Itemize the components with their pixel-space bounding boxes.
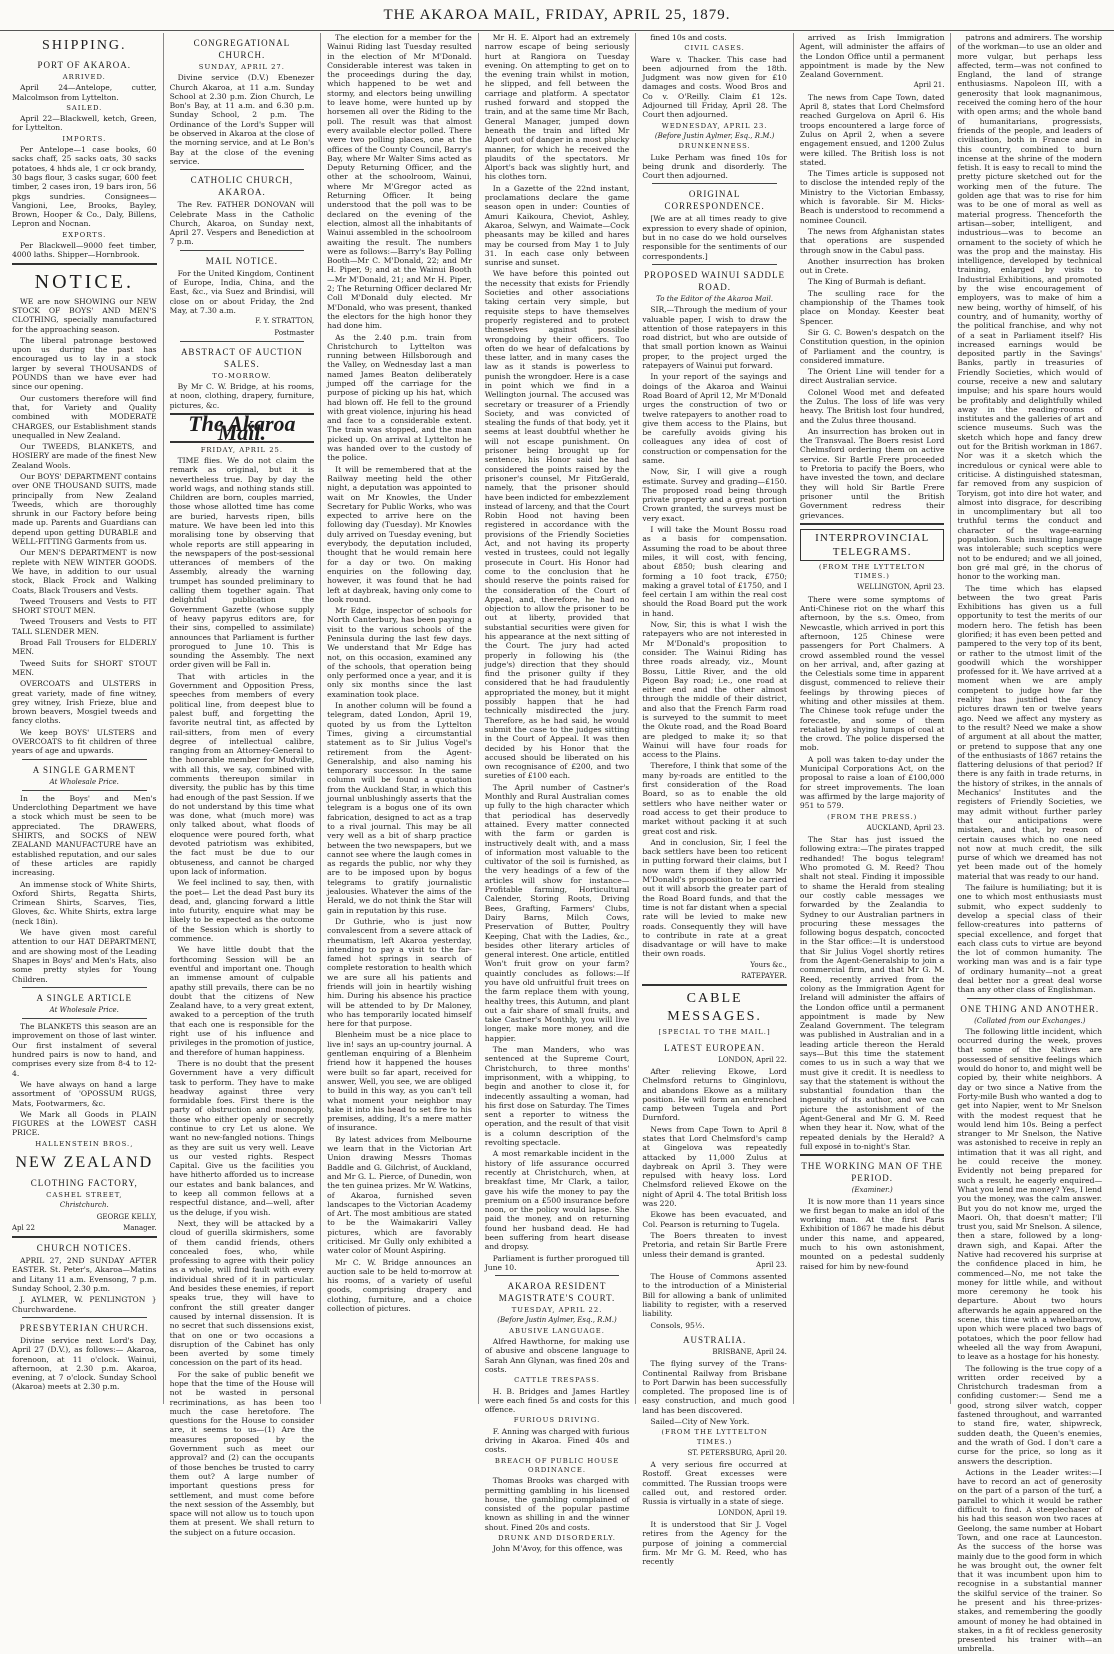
letter-para: I will take the Mount Bossu road as a basis for compensation. Assuming the road to be about three miles, it will cost, with fencing, about £850; bush clearing and forming a 10 foot track, £750; making a gravel total of £1750, and I feel certain I am within the real cost should the Road Board put the work in hand. xyxy=(642,525,787,618)
dateline: April 21. xyxy=(913,81,945,90)
source-note: (FROM THE LYTTELTON TIMES.) xyxy=(818,562,926,581)
article-para: patrons and admirers. The worship of the workman—to use an older and more vulgar, but perhaps less affected, term—was not confined to England, the land of strange enthusiasms. Napoleon III, with a generosity that look magnanimous, received the coming hero of the hour with open arms; and the whole band of humanitarians, progressists, friends of the people, and leaders of civilisation, both in France and in this country, combined to burn incense at the shrine of the modern fetish. It is easy to recall to mind the pretty picture sketched out for the working men of the future. The golden age that was to rise for him was to be one of moral as well as material progress. Thenceforth the artisan—sober, intelligent, and industrious—was to become an ornament to the society of which he was the prop and the mainstay. His intelligence, developed by technical training, enlarged by visits to Industrial Exhibitions, and promoted by the wise encouragement of employers, was to make of him a new being, worthy of himself, of his country, and of humanity, worthy of the political franchise, and why not of a seat in Parliament itself? His increased earnings would be deposited partly in the Savings' Banks, partly in treasuries of Friendly Societies, which would of course, receive a new and salutary impulse; and his spare hours would be profitably and delightfully whiled away in the reading-rooms of institutes and the galleries of art and science museums. Such was the sketch which hope and fancy drew out for the British workman in 1867. Nor was it a sketch which the incredulous or cynical were able to criticise. A distinguished statesman, far removed from any suspicion of Toryism, got into dire hot water, and almost into disgrace, for describing in uncomplimentary but all too truthful terms the conduct and character of the wage-earning population. Such insulting language was intolerable; such sceptics were not to be endured; and we all joined, bon gré mal gré, in the chorus of honor to the working man. xyxy=(957,33,1103,582)
source-note: (FROM THE PRESS.) xyxy=(827,812,918,821)
court-bench: (Before Justin Aylmer, Esq., R.M.) xyxy=(497,1316,617,1325)
notice-para: Tweed Suits for SHORT STOUT MEN. xyxy=(12,658,157,677)
cable-para: arrived as Irish Immigration Agent, will administer the affairs of the London Office until a permanent appointment is made by the New Zealand Government. xyxy=(799,33,945,80)
editorial-para: That with articles in the Government and Opposition Press, speeches from members of every political line, from deepest blue to palest buff, and forgetting the favorite neutral tint, as affected by rail-sitters, from men of every degree of intellectual calibre, ranging from an Attorney-General to the honorable member for Mudville, with all this, we say, combined with comments thereupon similar in diversity, the public has by this time had enough of the past Session. If we do not understand by this time what was done, what (much more) was only talked about, what floods of eloquence were poured forth, what devoted patriotism was exhibited, the fact must be due to our obtuseness, and cannot be charged upon lack of information. xyxy=(169,671,315,876)
latest-european-heading: LATEST EUROPEAN. xyxy=(664,1042,766,1053)
cable-para: The flying survey of the Trans-Continental Railway from Brisbane to Port Darwin has been successfully completed. The proposed line is of easy construction, and much good land has been discovered. xyxy=(642,1359,787,1415)
underclothing-para: We have given most careful attention to our HAT DEPARTMENT, and are showing most of the Leading Shapes in Boys' and Men's Hats, also some pretty styles for Young Children. xyxy=(12,928,157,984)
cable-para: Ekowe has been evacuated, and Col. Pearson is returning to Tugela. xyxy=(642,1210,787,1229)
arrived-heading: ARRIVED. xyxy=(62,73,106,81)
news-para: By latest advices from Melbourne we learn that in the Victorian Art Union drawing Messrs Thomas Baddle and G. Gilchrist, of Auckland, and Mr G. L. Pierce, of Dunedin, won the ten guinea prizes. Mr W. Watkins, of Akaroa, furnished seven landscapes to the Victorian Academy of Art. The most ambitious are stated to be the Waimakariri Valley pictures, which are favorably criticised. Mr Gully only exhibited a water color of Mount Aspiring. xyxy=(327,1134,472,1256)
cable-para: A very serious fire occurred at Rostoff. Great excesses were committed. The Russian troops were called out, and restored order. Russia is virtually in a state of siege. xyxy=(642,1460,787,1507)
notice-para: Our BOYS' DEPARTMENT contains over ONE THOUSAND SUITS, made principally from New Zealand Tweeds, which are thoroughly shrunk in our Factory before being made up. Parents and Guardians can depend upon getting DURABLE and WELL-FITTING Garments from us. xyxy=(12,471,157,547)
exports-heading: EXPORTS. xyxy=(62,230,107,239)
single-article-heading: A SINGLE ARTICLE xyxy=(36,992,133,1003)
ad-date: Apl 22 xyxy=(12,1223,35,1232)
court-date: WEDNESDAY, APRIL 23. xyxy=(661,121,768,130)
interprovincial-heading: INTERPROVINCIAL TELEGRAMS. xyxy=(800,529,945,561)
column-6 xyxy=(794,33,952,1404)
court-heading: AKAROA RESIDENT MAGISTRATE'S COURT. xyxy=(498,1281,616,1304)
divider xyxy=(800,523,945,525)
firm-name: HALLENSTEIN BROS., xyxy=(35,1139,134,1148)
postmaster-title: Postmaster xyxy=(274,328,315,337)
cable-para: The sculling race for the championship of the Thames took place on Monday. Keester beat Spencer. xyxy=(799,288,945,326)
divider xyxy=(22,987,147,988)
court-case-para: fined 10s and costs. xyxy=(650,33,727,42)
cable-para: Sir G. C. Bowen's despatch on the Constitution question, in the opinion of Parliament and the country, is considered immature. xyxy=(799,327,945,365)
news-para: We have before this pointed out the necessity that exists for Friendly Societies and other associations taking certain very simple, but requisite steps to have themselves properly registered and to protect themselves against possible wrongdoing by their officers. Too often do we hear of defalcations by these latter, and in many cases the law as it stands is powerless to punish the wrongdoer. Here is a case in point which we find in a Wellington journal. The accused was secretary or treasurer of a Friendly Society, and was convicted of stealing the funds of that body, yet it seems at least doubtful whether he will not escape punishment. On prisoner being brought up for sentence, his Honor said he had considered the points raised by the prisoner's counsel, Mr FitzGerald, namely, that the prisoner should have been indicted for embezzlement instead of larceny, and that the Court Robin Hood not having been registered in accordance with the provisions of the Friendly Societies Act, and not having its property vested in trustees, could not legally prosecute in Court. His Honor had come to the conclusion that he should reserve the points raised for the consideration of the Court of Appeal, and, therefore, he had no objection to allow the prisoner to be out at liberty, provided that substantial securities were given for his appearance at the next sitting of the Court. The jury had acted properly in following his (the judge's) direction that they should find the prisoner guilty if they considered that he had fraudulently appropriated the money, but it might possibly happen that he had technically misdirected the jury. Therefore, as he had said, he would submit the case to the judges sitting in the Court of Appeal. It was then decided by his Honor that the accused should be liberated on his own recognisance of £200, and two sureties of £100 each. xyxy=(484,269,630,781)
telegram-para: There were some symptoms of Anti-Chinese riot on the wharf this afternoon, by the s.s. Omeo, from Newcastle, which arrived in port this afternoon, 125 Chinese were passengers for Port Chalmers. A crowd assembled round the vessel on her arrival, and, after gazing at the Celestials some time in apparent disgust, commenced to relieve their feelings by throwing pieces of whiting and other missiles at them. The Chinese took refuge under the forecastle, and some of them retaliated by shying lumps of coal at the crowd. The police dispersed the mob. xyxy=(799,594,945,753)
cable-para: The news from Afghanistan states that operations are suspended through snow in the Cabul pass. xyxy=(799,226,945,255)
letter-para: And in conclusion, Sir, I feel the back settlers have been too reticent in putting forward their claims, but I now warn them if they allow Mr M'Donald's proposition to be carried out it will absorb the greater part of the Road Board funds, and that the time is not far distant when a special rate will be levied to make new roads. Consequently they will have to contribute in rate at a great disadvantage or will have to make their own roads. xyxy=(642,837,787,959)
correspondence-heading: ORIGINAL CORRESPONDENCE. xyxy=(664,189,765,212)
editorial-date: FRIDAY, APRIL 25. xyxy=(200,445,284,454)
columns xyxy=(6,33,1108,1654)
single-garment-subheading: At Wholesale Price. xyxy=(49,777,119,786)
letter-para: In your report of the sayings and doings of the Akaroa and Wainui Road Board of April 12, Mr M'Donald urges the construction of two or twelve ratepayers to another road to give them access to the Plains, but be carefully avoids giving his colleagues any idea of cost of construction or compensation for the same. xyxy=(642,372,787,465)
letter-para: Therefore, I think that some of the many by-roads are entitled to the first consideration of the Road Board, so as to enable the old settlers who have neither water or road access to get their produce to market without packing it at such great cost and risk. xyxy=(642,761,787,836)
news-para: Mr C. W. Bridge announces an auction sale to be held to-morrow at his rooms, of a variety of useful goods, comprising drapery and clothing, furniture, and a choice collection of pictures. xyxy=(327,1257,472,1314)
column-5 xyxy=(636,33,794,1567)
australia-heading: AUSTRALIA. xyxy=(682,1334,747,1345)
court-case-heading: FURIOUS DRIVING. xyxy=(513,1416,601,1425)
congregational-heading: CONGREGATIONAL CHURCH. xyxy=(193,38,291,60)
cable-para: Another insurrection has broken out in Crete. xyxy=(799,256,945,276)
news-para: Mr Edge, inspector of schools for North Canterbury, has been paying a visit to the various schools of the Peninsula during the last few days. We understand that Mr Edge has not, on this occasion, examined any of the schools, that operation being only performed once a year, and it is only six months since the last examination took place. xyxy=(327,606,472,699)
article-para: It is now more than 11 years since we first began to make an idol of the working man. At the first Paris Exhibition of 1867 he made his début under this name, and appeared, much to his own astonishment, mounted on a pedestal suddenly raised for him by new-found xyxy=(799,1196,945,1271)
church-notices-heading: CHURCH NOTICES. xyxy=(36,1243,132,1254)
cable-para: It is understood that Sir J. Vogel retires from the Agency for the purpose of joining a commercial firm. Mr Mr G. M. Reed, who has recently xyxy=(642,1519,787,1567)
cable-para: The House of Commons assented to the introduction of a Ministerial Bill for allowing a bank of unlimited liability to register, with a reserved liability. xyxy=(642,1272,787,1319)
divider xyxy=(12,1236,157,1238)
dateline: LONDON, April 22. xyxy=(718,1055,787,1064)
court-case-heading: ABUSIVE LANGUAGE. xyxy=(509,1326,605,1335)
divider xyxy=(180,250,305,251)
congregational-para: Divine service (D.V.) Ebenezer Church Akaroa, at 11 a.m. Sunday School at 2.30 p.m. Zion Church, Le Bon's Bay, at 11 a.m. and 6.30 p.m. Sunday School, 2 p.m. The Ordinance of the Lord's Supper will be observed in Akaroa at the close of the morning service, and at Le Bon's Bay at the close of the evening service. xyxy=(169,73,315,166)
cable-para: After relieving Ekowe, Lord Chelmsford returns to Ginginlovu, and abandons Ekowe as a military position. He will form an entrenched camp between Tugela and Port Durnford. xyxy=(642,1066,787,1123)
masthead xyxy=(0,0,1114,31)
divider xyxy=(22,1018,147,1019)
dateline: BRISBANE, April 24. xyxy=(712,1347,787,1356)
news-para: Mr H. E. Alport had an extremely narrow escape of being seriously hurt at Rangiora on Tuesday evening. On attempting to get on to the evening train whilst in motion, he slipped, and fell between the carriage and platform. A spectator rushed forward and stopped the train, and at the same time Mr Bach, General Manager, jumped down beneath the train and lifted Mr Alport out of danger in a most plucky manner, for which he received the plaudits of the spectators. Mr Alport's back was slightly hurt, and his clothes torn. xyxy=(484,33,630,182)
one-thing-source: (Collated from our Exchanges.) xyxy=(974,1016,1086,1025)
shipping-heading: SHIPPING. xyxy=(42,38,127,53)
divider xyxy=(12,263,157,265)
underclothing-para: In the Boys' and Men's Underclothing Department we have a stock which must be seen to be appreciated. The DRAWERS, SHIRTS, and SOCKS of NEW ZEALAND MANUFACTURE have an established reputation, and our sales of these articles are rapidly increasing. xyxy=(12,793,157,878)
notice-para: Tweed Trousers and Vests to FIT TALL SLENDER MEN. xyxy=(12,617,157,636)
imports-item: Per Antelope—1 case books, 60 sacks chaff, 25 sacks oats, 30 sacks potatoes, 4 hhds ale, 1 cr ock brandy, 30 bags flour, 3 casks sugar, 600 feet timber, 2 cases iron, 19 bars iron, 56 pkgs sundries. Consignees—Vangioni, Lee, Brooks, Bayley, Brown, Hooper & Co., Daly, Billens, Lepron and Nocnan. xyxy=(12,145,157,229)
blankets-para: We have always on hand a large assortment of 'OPOSSUM RUGS, Mats, Footwarmers, &c. xyxy=(12,1079,157,1108)
divider xyxy=(22,759,147,760)
news-para: Dr Guthrie, who is just now convalescent from a severe attack of rheumatism, left Akaroa yesterday, intending to pay a visit to the far-famed hot springs in search of complete restoration to health which we are sure all his patients and friends will join in heartily wishing him. During his absence his practice will be attended to by Dr Maloney, who has temporarily located himself here for that purpose. xyxy=(327,916,472,1029)
congregational-date: SUNDAY, APRIL 27. xyxy=(198,63,285,71)
editorial-para: We feel inclined to say, then, with the poet— Let the dead Past bury its dead, and, glancing forward a little into futurity, enquire what may be likely to be expected as the outcome of the Session which is shortly to commence. xyxy=(169,878,315,944)
dateline: WELLINGTON, April 23. xyxy=(857,583,945,592)
court-case-para: F. Anning was charged with furious driving in Akaroa. Fined 40s and costs. xyxy=(484,1426,630,1455)
court-date: TUESDAY, APRIL 22. xyxy=(511,1306,603,1315)
arrived-item: April 24—Antelope, cutter, Malcolmson from Lyttelton. xyxy=(12,83,157,102)
court-case-heading: DRUNKENNESS. xyxy=(678,142,751,151)
divider xyxy=(22,1317,147,1318)
sailed-heading: SAILED. xyxy=(66,103,103,112)
divider xyxy=(180,169,305,170)
street-name: CASHEL STREET, xyxy=(46,1190,123,1199)
church-para: APRIL 27, 2ND SUNDAY AFTER EASTER. St. Peter's, Akaroa—Matins and Litany 11 a.m. Evensong, 7 p.m. Sunday School, 2.30 p.m. xyxy=(12,1256,157,1294)
column-7 xyxy=(951,33,1108,1654)
auction-heading: ABSTRACT OF AUCTION SALES. xyxy=(180,346,303,369)
news-para: The man Manders, who was sentenced at the Supreme Court, Christchurch, to three months' imprisonment, with a whipping, to begin and another to close it, for indecently assaulting a woman, had his first dose on Saturday. The Times sent a reporter to witness the operation, and the result of that visit is a column description of the revolting spectacle. xyxy=(484,1045,630,1148)
letter-para: SIR,—Through the medium of your valuable paper, I wish to draw the attention of those ratepayers in this road district, but who are outside of that small portion known as Wainui proper, to the project urged the ratepayers of Wainui put forward. xyxy=(642,305,787,371)
notice-heading: NOTICE. xyxy=(34,270,134,293)
underclothing-para: An immense stock of White Shirts, Oxford Shirts, Regatta Shirts, Crimean Shirts, Scarves, Ties, Gloves, &c. White Shirts, extra large (neck 18in). xyxy=(12,879,157,926)
article-para: The failure is humiliating; but it is one to which most enthusiasts must submit, who expect suddenly to develop a special class of their fellow-creatures into patterns of special excellence, and forget that each class cuts to virtue are beyond the lot of common humanity. The working man was and is a fair type of ordinary humanity—not a great deal better nor a great deal worse than any other class of Englishman. xyxy=(957,883,1103,995)
cable-para: The news from Cape Town, dated April 8, states that Lord Chelmsford reached Gurgelova on April 6. His troops encountered a large force of Zulus on April 2, when a severe engagement ensued, and 1200 Zulus were killed. The British loss is not stated. xyxy=(799,92,945,167)
dateline: AUCKLAND, April 23. xyxy=(866,823,945,832)
cable-para: Sailed—City of New York. xyxy=(650,1417,750,1426)
dateline: LONDON, April 19. xyxy=(718,1508,787,1517)
working-man-source: (Examiner.) xyxy=(851,1186,893,1195)
divider xyxy=(652,183,777,184)
column-4 xyxy=(479,33,637,1554)
divider xyxy=(642,984,787,986)
cable-para: The Orient Line will tender for a direct Australian service. xyxy=(799,367,945,386)
news-para: In another column will be found a telegram, dated London, April 19, quoted by us from the Lyttelton Times, giving a circumstantial statement as to Sir Julius Vogel's retirement from the Agent-Generalship, and also naming his temporary successor. In the same column will be found a quotation from the Auckland Star, in which this journal unblushingly asserts that the telegram is a bogus one of its own fabrication, designed to act as a trap to a rival journal. This may be all very well as a bit of sharp practice between the two newspapers, but we cannot see where the laugh comes in as regards the public, nor why they are to be imposed upon by bogus telegrams to gratify journalistic jealousies. Whatever the aims of the Herald, we do not think the Star will gain in reputation by this ruse. xyxy=(327,701,472,915)
cable-para: The Boers threaten to invest Pretoria, and retain Sir Bartle Frere unless their demand is granted. xyxy=(642,1230,787,1259)
news-para: The election for a member for the Wainui Riding last Tuesday resulted in the election of Mr M'Donald. Considerable interest was taken in the proceedings during the day, which happened to be wet and stormy, and electors being unwilling to leave home, were hunted up by horsemen all over the Riding to the poll. The result was that almost every available elector polled. There were two polling places, one at the offices of the County Council, Barry's Bay, where Mr Walter Sims acted as Deputy Returning Officer, and the other at the schoolroom, Wainui, where Mr M'Gregor acted as Returning Officer. It being understood that the poll was to be declared on the evening of the election, almost all the inhabitants of Wainui assembled in the schoolroom awaiting the result. The numbers were as follows:—Barry's Bay Polling Booth—Mr C. M'Donald, 22; and Mr H. Piper, 9; and at the Wainui Booth—Mr M'Donald, 21; and Mr H. Piper, 2; The Returning Officer declared Mr Coll M'Donald duly elected. Mr M'Donald, who was present, thanked the electors for the high honor they had done him. xyxy=(327,33,472,331)
cable-para: News from Cape Town to April 8 states that Lord Chelmsford's camp at Gingelova was repeatedly attacked by 11,000 Zulus at daybreak on April 3. They were repulsed with heavy loss. Lord Chelmsford relieved Ekowe on the night of April 4. The total British loss was 220. xyxy=(642,1124,787,1209)
one-thing-heading: ONE THING AND ANOTHER. xyxy=(960,1003,1100,1014)
manager-name: GEORGE KELLY, xyxy=(96,1212,157,1221)
divider xyxy=(180,341,305,342)
ad-footer xyxy=(12,1224,157,1233)
source-note: (FROM THE LYTTELTON TIMES.) xyxy=(661,1428,768,1446)
mail-notice-para: For the United Kingdom, Continent of Europe, India, China, and the East, &c., via Suez and Brindisi, will close on or about Friday, the 2nd May, at 7.30 a.m. xyxy=(169,268,315,315)
court-case-para: Thomas Brooks was charged with permitting gambling in his licensed house, the gambling complained of consisted of the popular pastime known as shilling in and the winner shout. Fined 20s and costs. xyxy=(484,1476,630,1532)
cable-special: [SPECIAL TO THE MAIL.] xyxy=(658,1028,771,1037)
news-para: In a Gazette of the 22nd instant, proclamations declare the game season open in under: Counties of Amuri Kaikoura, Cheviot, Ashley, Akaroa, Selwyn, and Waimate—Cock pheasants may be killed and hares may be coursed from May 1 to July 31. In each case only between sunrise and sunset. xyxy=(484,183,630,268)
court-case-para: H. B. Bridges and James Hartley were each fined 5s and costs for this offence. xyxy=(484,1386,630,1415)
court-case-para: Ware v. Thacker. This case had been adjourned from the 18th. Judgment was now given for £10 damages and costs. Wood Bros and Co v. O'Reilly. Claim £1 12s. Adjourned till Friday, April 28. The Court then adjourned. xyxy=(642,54,787,120)
mail-notice-heading: MAIL NOTICE. xyxy=(205,255,278,266)
item-para: Actions in the Leader writes:—I have to record an act of generosity on the part of a parson of the turf, a parallel to which it would be rather difficult to find. A steeplechaser of his had this season won two races at Geelong, the same number at Hobart Town, and one race at Launceston. As the success of the horse was mainly due to the good form in which he was brought out, the owner felt that it was incumbent upon him to recognise in a substantial manner the skilful service of the trainer. So he present and his three-prizes-stakes, and remembering the goodly amount of money he had obtained in stakes, in a fit of reckless generosity presented his trainer with—an umbrella. xyxy=(957,1467,1103,1654)
cable-para: Colonel Wood met and defeated the Zulus. The loss of life was very heavy. The British lost four hundred, and the Zulus three thousand. xyxy=(799,387,945,425)
divider xyxy=(22,790,147,791)
column-3 xyxy=(321,33,479,1404)
single-article-subheading: At Wholesale Price. xyxy=(49,1005,119,1014)
news-para: It will be remembered that at the Railway meeting held the other night, a deputation was appointed to wait on Mr Knowles, the Under Secretary for Public Works, who was expected to arrive here on the following day (Tuesday). Mr Knowles duly arrived on Tuesday evening, but everybody, the deputation included, thought that he would remain here for a day or two. On making enquiries on the following day, however, it was found that he had left at daybreak, having only come to look round. xyxy=(327,464,472,604)
notice-para: OVERCOATS and ULSTERS in great variety, made of fine witney, grey witney, Irish Frieze, blue and brown beavers, Mosgiel tweeds and fancy cloths. xyxy=(12,679,157,726)
nz-heading: NEW ZEALAND xyxy=(15,1153,154,1171)
item-para: The following is the true copy of a written order received by a Christchurch tradesman from a confiding customer:— Send me a good, strong silver watch, copper fastened throughout, and warranted to stand fire, water, shipwreck, sudden death, the Queen's enemies, and the wrath of God. I don't care a curse for the price, so long as it answers the description. xyxy=(957,1363,1103,1466)
telegram-para: The Star has just issued the following extra:—The pirates trapped redhanded! The bogus telegram! Who promoted G. M. Reed? Thou shalt not steal. Finding it impossible to shame the Herald from stealing our costly cable messages we forwarded by the Zealandia to Sydney to our Australian partners in procuring these messages the following bogus despatch, concocted in the Star office:—It is understood that Sir Julius Vogel shortly retires from the Agent-Generalship to join a commercial firm, and that Mr G. M. Reed, recently arrived from the colony as the Immigration Agent for Ireland will administer the affairs of the London office until a permanent appointment is made by New Zealand Government. The telegram was published in Australian and in a leading article thereon the Herald says—But this time the statement comes to us in such a way that we must give it credit. It is needless to say that the statement is without the substantial foundation than the ingenuity of its author, and we can picture the astonishment of the Agent-General and Mr G. M. Reed when they hear it. Now, what of the repeated denials by the Herald? A full exposé in to-night's Star. xyxy=(799,835,945,1151)
letter-heading: PROPOSED WAINUI SADDLE ROAD. xyxy=(644,269,786,292)
imports-heading: IMPORTS. xyxy=(62,134,107,143)
telegram-para: A poll was taken to-day under the Municipal Corporations Act, on the proposal to raise a loan of £100,000 for street improvements. The loan was affirmed by the large majority of 951 to 579. xyxy=(799,754,945,811)
postmaster-name: F. Y. STRATTON, xyxy=(255,317,315,326)
news-para: As the 2.40 p.m. train from Christchurch to Lyttelton was running between Hillsborough and the Valley, on Wednesday last a man named James Beaton deliberately jumped off the carriage for the purpose of picking up his hat, which had blown off. He fell to the ground with great violence, injuring his head and face to a considerable extent. The train was stopped, and the man picked up. On arrival at Lyttelton he was handed over to the custody of the police. xyxy=(327,332,472,463)
cable-messages-heading: CABLE MESSAGES. xyxy=(667,991,762,1025)
news-para: Parliament is further prorogued till June 10. xyxy=(484,1253,630,1272)
letter-para: Now, Sir, I will give a rough estimate. Survey and grading—£150. The proposed road being through private property and a great portion Crown granted, the surveys must be very exact. xyxy=(642,467,787,523)
blankets-para: The BLANKETS this season are an improvement on those of last winter. Our first instalment of several hundred pairs is now to hand, and comprises every size from 8-4 to 12-4. xyxy=(12,1022,157,1078)
editorial-para: Next, they will be attacked by a cloud of guerilla skirmishers, some of them candid friends, others concealed foes, who, while professing to agree with their policy as a whole, will find fault with every individual shred of it in particular. And besides these enemies, if report speaks true, they will have to confront the still greater danger caused by internal dissension. It is no secret that such dissensions exist, that on one or two occasions a disruption of the Cabinet has only been averted by some timely concession on the part of its head. xyxy=(169,1218,315,1368)
clothing-factory-heading: CLOTHING FACTORY, xyxy=(30,1177,138,1188)
notice-para: Our MEN'S DEPARTMENT is now replete with NEW WINTER GOODS. We have, in addition to our usual stock, Black Frock and Walking Coats, Black Trousers and Vests. xyxy=(12,548,157,595)
paper-name: The Akaroa Mail. xyxy=(188,411,296,446)
notice-para: Our customers therefore will find that, for Variety and Quality combined with MODERATE CHARGES, our Establishment stands unequalled in New Zealand. xyxy=(12,393,157,440)
editorial-para: We have little doubt that the forthcoming Session will be an eventful and important one. Though an immense amount of culpable apathy still prevails, there can be no doubt that the citizens of New Zealand have, to a very great extent, awaked to a perception of the truth that each one is responsible for the right use of his influence and privileges in the promotion of justice, and therefore of human happiness. xyxy=(169,945,315,1057)
article-para: The time which has elapsed between the two great Paris Exhibitions has given us a full opportunity to test the merits of our modern hero. The fetish has been glorified; it has even been petted and pampered to the very top of its bent, or rather to the utmost limit of the goodwill which the worshipper professed for it. We have arrived at a moment when we are amply competent to judge how far the reality has justified the fancy pictures drawn ten or twelve years ago. Need we affect any mystery as to the result? Need we make a show of argument at all about the matter, or pretend to suppose that any one of the enthusiasts of 1867 retains the flattering delusions of that period? If there is any faith in trade returns, in the history of strikes, in the annals of Mechanics' Institutes and the registers of Friendly Societies, we may admit without further parley that our anticipations were mistaken, and that, by reason of certain causes which no one need not now at much credit, the silk purse of which we dreamed has not yet been made out of the homely material that was ready to our hand. xyxy=(957,583,1103,881)
cable-para: An insurrection has broken out in the Transvaal. The Boers resist Lord Chelmsford ordering them on active service. Sir Bartle Frere proceeded to Pretoria to pacify the Boers, who have invested the town, and declare they will hold Sir Bartle Frere prisoner until the British Government redress their grievances. xyxy=(799,426,945,520)
notice-para: We keep BOYS' ULSTERS and OVERCOATS to fit children of three years of age and upwards. xyxy=(12,727,157,756)
exports-item: Per Blackwell—9000 feet timber, 4000 laths. Shipper—Hornbrook. xyxy=(12,241,157,260)
notice-para: The liberal patronage bestowed upon us during the past has encouraged us to lay in a stock larger by several THOUSANDS of POUNDS than we have ever had since our opening. xyxy=(12,335,157,392)
column-2 xyxy=(164,33,322,1537)
news-para: The April number of Castner's Monthly and Rural Australian comes up fully to the high character which that periodical has deservedly attained. Every matter connected with the farm or garden is instructively dealt with, and a mass of information most valuable to the cultivator of the soil is furnished, as the very headings of a few of the articles will show for instance—Profitable farming, Horticultural Calender, Storing Roots, Driving Bees, Grafting, Farmers' Clubs, Dairy Barns, Milch Cows, Preservation of Butter, Poultry Keeping, Chat with the Ladies, &c., besides other literary articles of general interest. One article, entitled Won't fruit grow on your farm? quaintly concludes as follows:—If you have old unfruitful fruit trees on the farm replace them with young, healthy trees, this Autumn, and plant out a fair share of small fruits, and take Castner's Monthly, you will live longer, make more money, and die happier. xyxy=(484,782,630,1043)
presbyterian-heading: PRESBYTERIAN CHURCH. xyxy=(19,1322,149,1333)
correspondence-note: [We are at all times ready to give expression to every shade of opinion, but in no case do we hold ourselves responsible for the sentiments of our correspondents.] xyxy=(642,214,787,261)
news-para: Blenheim must be a nice place to live in! says an up-country journal. A gentleman enquiring of a Blenheim friend how it happened the houses were built so far apart, received for answer, Well, you see, we are obliged to build in this way, as you can't tell what moment your neighbor may take it into his head to set fire to his premises, adding, It's a mere matter of insurance. xyxy=(327,1030,472,1133)
presbyterian-para: Divine service next Lord's Day, April 27 (D.V.), as follows:— Akaroa, forenoon, at 11 o'clock. Wainui, afternoon, at 2.30 p.m. Akaroa, evening, at 7 o'clock. Sunday School (Akaroa) meets at 2.30 p.m. xyxy=(12,1335,157,1392)
court-case-heading: DRUNK AND DISORDERLY. xyxy=(498,1534,616,1543)
city-name: Christchurch. xyxy=(59,1201,109,1210)
court-case-para: Luke Perham was fined 10s for being drunk and disorderly. The Court then adjourned. xyxy=(642,152,787,181)
cable-para: The Times article is supposed not to disclose the intended reply of the Ministry to the Victorian Embassy, which is favorable. Sir M. Hicks-Beach is understood to recommend a nominee Council. xyxy=(799,169,945,225)
divider xyxy=(652,264,777,265)
court-case-heading: BREACH OF PUBLIC HOUSE ORDINANCE. xyxy=(494,1456,620,1474)
letter-para: Now, Sir, this is what I wish the ratepayers who are not interested in Mr M'Donald's proposition to consider. The Wainui Riding has three roads already, viz., Mount Bossu, Little River, and the old Pigeon Bay road; i.e., one road at either end and the other almost through the middle of their district, and also that the French Farm road is surveyed to the summit to meet the Okute road, and the Road Board are pledged to make it; so that Wainui will have four roads for access to the Plains. xyxy=(642,620,787,760)
cable-para: Consols, 95½. xyxy=(650,1320,705,1330)
working-man-heading: THE WORKING MAN OF THE PERIOD. xyxy=(801,1161,944,1184)
manager-title: Manager. xyxy=(123,1223,157,1232)
item-para: The following little incident, which occurred during the week, proves that some of the Natives are possessed of sensitive feelings which would do honor to, and might well be copied by, their white neighbors. A day or two since a Native from the Forty-mile Bush who wanted a dog to get into Napier, went to Mr Snelson with the modest request that he would lend him 10s. Being a perfect stranger to Mr Snelson, the Native was astonished to receive in reply an intimation that it was all right, and he could receive the money. Evidently not being prepared for such a result, he eagerly enquired—What you lend me money? Yes, I lend you the money, was the calm answer. But you do not know me, urged the Maori. Oh, that doesn't matter; I'll trust you, said Mr Snelson. A silence, then a stare, followed by a long-drawn sigh, and Kapai. After the Native had recovered his surprise at the confidence placed in him, he commenced—No, me not take the money for little while, and without more ceremony he took his departure. About two hours afterwards he again appeared on the scene, this time with a wheelbarrow, upon which were placed two bags of potatoes, which the poor fellow had wheeled all the way from Awapuni, to leave as a hostage for his honesty. xyxy=(957,1026,1103,1362)
editorial-para: There is no doubt that the present Government have a very difficult task to perform. They have to make headway against three very formidable foes. First there is the party of obstruction and monopoly, those who either openly or secretly continue to cry Let us alone. We want no new-fangled notions. Things as they are suit us very well. Leave us our vested rights. Respect Capital. Give us the facilities you have hitherto afforded us to increase our estates and bank balances, and to keep all common fellows at a respectful distance, and—well, after us the deluge, if you wish. xyxy=(169,1058,315,1217)
divider xyxy=(495,1275,620,1276)
church-para: J. AYLMER, W. PENLINGTON } Churchwardene. xyxy=(12,1295,157,1314)
court-case-para: John M'Avoy, for this offence, was xyxy=(492,1544,623,1554)
news-para: A most remarkable incident in the history of life assurance occurred recently at Christchurch, when, at breakfast time, Mr Clark, a tailor, gave his wife the money to pay the premium on a £500 insurance before noon, or the policy would lapse. She paid the money, and on returning found her husband dead. He had been suffering from heart disease and dropsy. xyxy=(484,1149,630,1252)
sailed-item: April 22—Blackwell, ketch, Green, for Lyttelton. xyxy=(12,114,157,133)
dateline: ST. PETERSBURG, April 20. xyxy=(687,1448,787,1457)
court-bench: (Before Justin Aylmer, Esq., R.M.) xyxy=(654,131,775,140)
blankets-para: We Mark all Goods in PLAIN FIGURES at the LOWEST CASH PRICE. xyxy=(12,1109,157,1138)
court-case-para: Alfred Hawthorne, for making use of abusive and obscene language to Sarah Ann Glynan, was fined 20s and costs. xyxy=(484,1337,630,1374)
divider xyxy=(967,998,1092,999)
port-heading: PORT OF AKAROA. xyxy=(37,60,132,70)
notice-para: Broad Fall Trousers for ELDERLY MEN. xyxy=(12,638,157,657)
cable-para: The King of Burmah is defiant. xyxy=(807,277,926,287)
column-1 xyxy=(6,33,164,1404)
court-case-heading: CATTLE TRESPASS. xyxy=(514,1376,600,1385)
dateline: April 23. xyxy=(756,1260,787,1269)
masthead-title: THE AKAROA MAIL, FRIDAY, APRIL 25, 1879. xyxy=(383,7,731,23)
letter-signature: RATEPAYER. xyxy=(741,972,787,981)
letter-addressee: To the Editor of the Akaroa Mail. xyxy=(656,294,774,303)
notice-para: WE are now SHOWING our NEW STOCK OF BOYS' AND MEN'S CLOTHING, specially manufactured for the approaching season. xyxy=(12,296,157,334)
notice-para: Tweed Trousers and Vests to FIT SHORT STOUT MEN. xyxy=(12,596,157,616)
editorial-para: TIME flies. We do not claim the remark as original, but it is nevertheless true. Day by day the world wags, and nothing stands still. Children are born, couples married, those whose allotted time has come are buried, harvests ripen, bills mature. We have been led into this moralising tone by observing that whole reports are still appearing in the newspapers of the post-sessional utterances of members of the Assembly, already the warning trumpet has sounded preliminary to calling them together again. That delightful publication the Government Gazette (whose supply of heavy papyrus editors are, for their sins, compelled to assimilate) announces that Parliament is further prorogued to June 10. This is sounding the Assembly. The next order given will be Fall in. xyxy=(169,455,315,670)
divider xyxy=(800,1154,945,1156)
auction-para: By Mr C. W. Bridge, at his rooms, at noon, clothing, drapery, furniture, pictures, &c. xyxy=(169,382,315,410)
editorial-para: For the sake of public benefit we hope that the time of the House will not be wasted in personal recriminations, as has been too much the case heretofore. The questions for the House to consider are, it seems to us—(1) Are the measures proposed by the Government such as meet our approval? and (2) can the occupants of those benches be trusted to carry them out? A large number of important questions press for settlement, and must come before the next session of the Assembly, but space will not allow us to touch upon them at present. We shall return to the subject on a future occasion. xyxy=(169,1369,315,1537)
letter-close: Yours &c., xyxy=(750,960,787,969)
single-garment-heading: A SINGLE GARMENT xyxy=(32,764,136,775)
catholic-heading: CATHOLIC CHURCH, AKAROA. xyxy=(190,175,294,198)
court-case-heading: CIVIL CASES. xyxy=(684,44,745,53)
notice-para: Our TWEEDS, BLANKETS, and HOSIERY are made of the finest New Zealand Wools. xyxy=(12,442,157,470)
catholic-para: The Rev. FATHER DONOVAN will Celebrate Mass in the Catholic Church, Akaroa, on Sunday next, April 27. Vespers and Benediction at 7 p.m. xyxy=(169,200,315,247)
auction-subheading: TO-MORROW. xyxy=(212,371,272,380)
